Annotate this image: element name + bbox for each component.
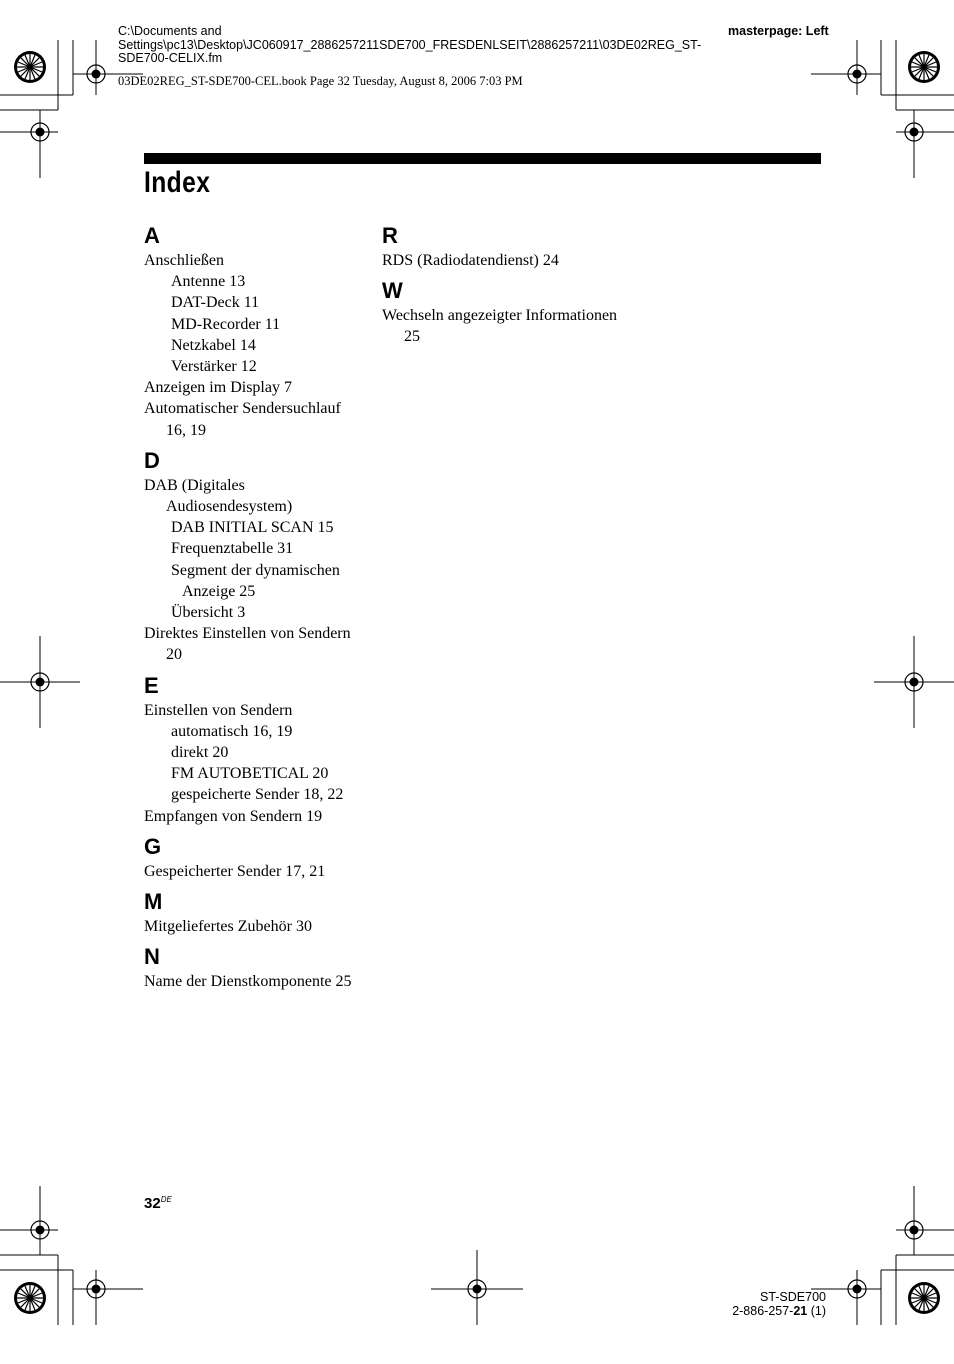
index-entry: Wechseln angezeigter Informationen 25	[382, 307, 618, 346]
section-letter: E	[144, 672, 159, 698]
index-entry: RDS (Radiodatendienst) 24	[382, 252, 559, 269]
index-entry: Automatischer Sendersuchlauf 16, 19	[144, 400, 341, 439]
index-subentry: automatisch 16, 19	[171, 722, 293, 740]
section-letter: W	[382, 278, 403, 304]
section-letter: M	[144, 889, 163, 915]
model-number: ST-SDE700	[759, 1290, 826, 1304]
index-subentry: direkt 20	[171, 744, 229, 762]
index-subentry: MD-Recorder 11	[171, 315, 281, 333]
index-subentry: Frequenztabelle 31	[171, 540, 294, 558]
section-letter: D	[144, 447, 160, 473]
index-subentry: Antenne 13	[171, 273, 246, 291]
section-letter: G	[144, 833, 162, 859]
index-subentry: DAT-Deck 11	[171, 294, 260, 312]
book-info-header: 03DE02REG_ST-SDE700-CEL.book Page 32 Tuesday, August 8, 2006 7:03 PM	[118, 74, 523, 88]
index-entry: DAB (Digitales Audiosendesystem)	[144, 476, 293, 516]
index-subentry: Verstärker 12	[171, 358, 257, 376]
file-path-header: C:\Documents and Settings\pc13\Desktop\JC060917_2886257211SDE700_FRESDENLSEIT\2886257211\03DE02REG_ST-SDE700-CELIX.fm	[118, 24, 702, 65]
index-subentry: DAB INITIAL SCAN 15	[171, 519, 334, 537]
index-entry: Einstellen von Sendern	[144, 701, 293, 719]
index-subentry: Übersicht 3	[171, 604, 246, 622]
index-entry: Empfangen von Sendern 19	[144, 807, 323, 825]
index-subentry: Netzkabel 14	[171, 336, 256, 354]
section-letter: N	[144, 944, 160, 970]
index-subentry: Segment der dynamischen Anzeige 25	[171, 561, 340, 600]
page-title: Index	[144, 166, 211, 199]
part-number: 2-886-257-21 (1)	[732, 1304, 826, 1318]
index-subentry: gespeicherte Sender 18, 22	[171, 786, 344, 804]
index-entry: Anzeigen im Display 7	[144, 379, 292, 397]
index-subentry: FM AUTOBETICAL 20	[171, 765, 329, 783]
index-entry: Direktes Einstellen von Sendern 20	[144, 625, 351, 664]
index-entry: Gespeicherter Sender 17, 21	[144, 862, 326, 880]
section-letter: R	[382, 223, 398, 248]
index-entry: Mitgeliefertes Zubehör 30	[144, 918, 312, 936]
section-letter: A	[144, 223, 160, 248]
page-number: 32DE	[144, 1195, 172, 1212]
index-entry: Anschließen	[144, 252, 224, 269]
index-entry: Name der Dienstkomponente 25	[144, 973, 352, 991]
masterpage-label: masterpage: Left	[728, 24, 829, 38]
